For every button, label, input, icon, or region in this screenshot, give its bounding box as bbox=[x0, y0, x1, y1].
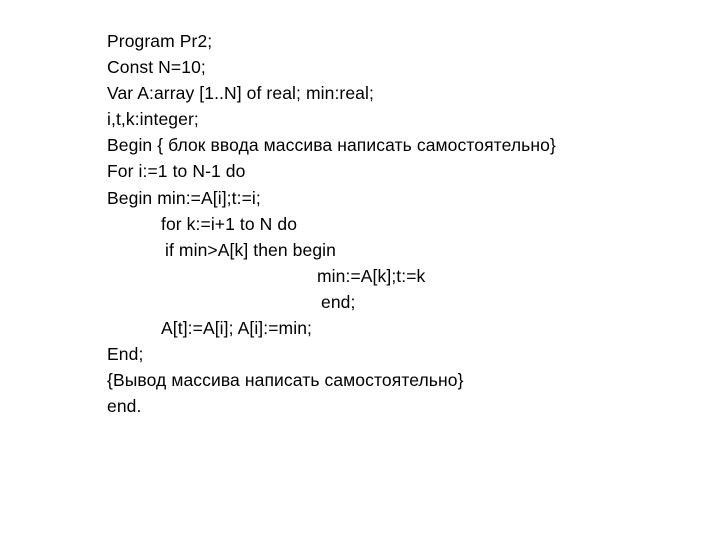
code-line-integer-vars: i,t,k:integer; bbox=[107, 109, 199, 130]
code-line-begin-min: Begin min:=A[i];t:=i; bbox=[107, 187, 261, 208]
code-line-var: Var A:array [1..N] of real; min:real; bbox=[107, 83, 374, 104]
code-line-const: Const N=10; bbox=[107, 57, 206, 78]
code-line-outer-for: For i:=1 to N-1 do bbox=[107, 161, 246, 182]
code-line-end-program: end. bbox=[107, 396, 142, 417]
code-line-end-loop: End; bbox=[107, 344, 144, 365]
code-line-program: Program Pr2; bbox=[107, 31, 213, 51]
code-line-if: if min>A[k] then begin bbox=[165, 239, 336, 260]
code-line-inner-end: end; bbox=[321, 291, 356, 312]
pascal-code-block bbox=[107, 28, 556, 419]
code-line-swap: A[t]:=A[i]; A[i]:=min; bbox=[161, 318, 313, 339]
code-line-output-comment: {Вывод массива написать самостоятельно} bbox=[107, 370, 464, 391]
code-line-begin-comment: Begin { блок ввода массива написать самостоятельно} bbox=[107, 135, 556, 156]
code-line-assign-min: min:=A[k];t:=k bbox=[317, 265, 426, 286]
code-line-inner-for: for k:=i+1 to N do bbox=[161, 213, 298, 234]
